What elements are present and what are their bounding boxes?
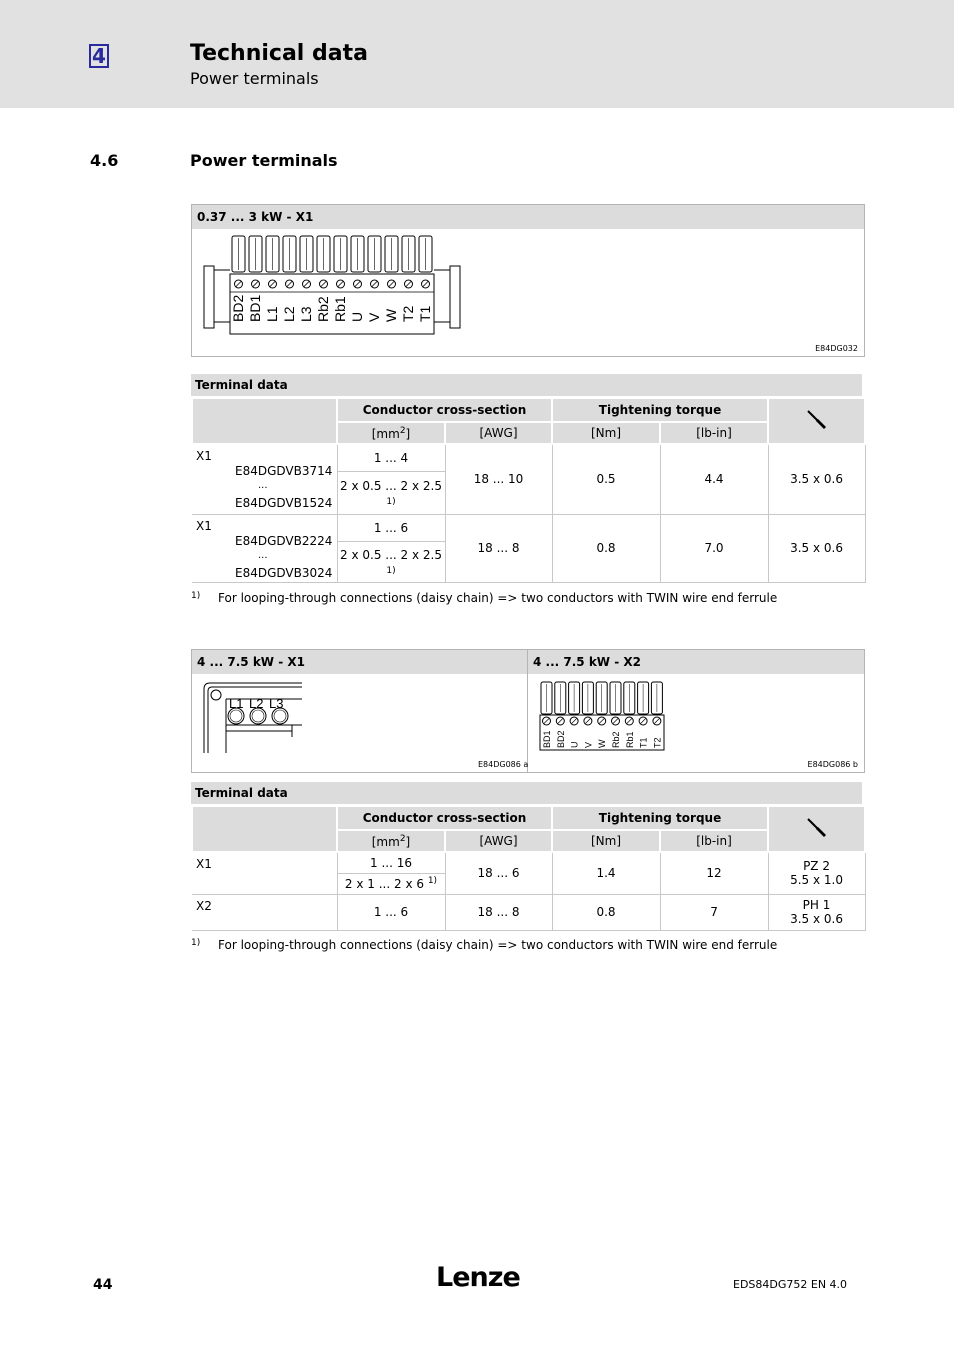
section-number: 4.6 — [90, 151, 119, 170]
tool-size: PZ 2 5.5 x 1.0 — [768, 852, 865, 894]
screw-slot — [338, 281, 344, 287]
unit-awg: [AWG] — [445, 830, 552, 852]
unit-nm: [Nm] — [552, 422, 660, 444]
terminal-label: T1 — [638, 737, 649, 748]
unit-mm2: $[mm^2]$ — [337, 830, 445, 852]
terminal-data-table-1 — [191, 397, 866, 583]
figure-id: E84DG032 — [815, 344, 858, 353]
figure-x1-small — [191, 204, 865, 357]
screwdriver-icon — [768, 398, 865, 444]
chapter-subtitle: Power terminals — [190, 69, 319, 88]
terminal-label: BD2 — [230, 294, 246, 322]
table-row — [192, 852, 865, 873]
footnote-text: For looping-through connections (daisy chain) => two conductors with TWIN wire end ferrule — [218, 938, 778, 952]
terminal-name: X1 — [196, 449, 212, 463]
footnote-mark: 1) — [191, 591, 201, 601]
cross-section-double: 2 x 1 ... 2 x 6 $^{1)}$ — [337, 873, 445, 894]
awg-value: 18 ... 8 — [445, 514, 552, 582]
footnote — [191, 938, 778, 952]
terminal-label: L1 — [264, 306, 280, 322]
unit-nm: [Nm] — [552, 830, 660, 852]
screw-slot — [236, 281, 242, 287]
screw-slot — [355, 281, 361, 287]
torque-nm: 0.5 — [552, 444, 660, 514]
cross-section-single: 1 ... 6 — [337, 514, 445, 541]
header-torque: Tightening torque — [552, 398, 768, 422]
footnote — [191, 591, 778, 605]
table1-caption: Terminal data — [191, 374, 862, 396]
device-from: E84DGDVB3714 — [235, 464, 333, 478]
unit-awg: [AWG] — [445, 422, 552, 444]
screw-slot — [572, 719, 577, 724]
range-dots: ... — [258, 480, 268, 491]
terminal-name: X1 — [196, 857, 212, 871]
screw-slot — [270, 281, 276, 287]
figure-id-x2: E84DG086 b — [807, 760, 858, 769]
terminal-label: Rb1 — [332, 296, 348, 322]
unit-lbin: [lb-in] — [660, 830, 768, 852]
terminal-label: Rb1 — [624, 731, 635, 748]
terminal-label: V — [583, 741, 594, 748]
lenze-logo: Lenze — [436, 1262, 520, 1293]
footnote-text: For looping-through connections (daisy chain) => two conductors with TWIN wire end ferrule — [218, 591, 778, 605]
screw-slot — [253, 281, 259, 287]
terminal-name: X1 — [196, 518, 212, 533]
terminal-label: L1 — [229, 696, 244, 711]
awg-value: 18 ... 10 — [445, 444, 552, 514]
torque-lbin: 7.0 — [660, 514, 768, 582]
screw-slot — [641, 719, 646, 724]
header-torque: Tightening torque — [552, 806, 768, 830]
screw-slot — [654, 719, 659, 724]
terminal-x1-drawing — [202, 681, 307, 753]
screw-slot — [372, 281, 378, 287]
table-row — [192, 444, 865, 471]
page-number: 44 — [93, 1277, 113, 1293]
terminal-label: BD1 — [542, 730, 552, 748]
terminal-name: X2 — [196, 898, 212, 913]
awg-value: 18 ... 6 — [445, 852, 552, 894]
range-dots: ... — [258, 549, 268, 561]
figure-x1-x2-large — [191, 649, 865, 773]
terminal-label: L2 — [249, 696, 264, 711]
terminal-label: U — [569, 741, 580, 748]
terminal-label: Rb2 — [611, 731, 621, 748]
screw-slot — [304, 281, 310, 287]
document-id: EDS84DG752 EN 4.0 — [733, 1278, 848, 1291]
terminal-label: U — [349, 311, 365, 322]
torque-lbin: 12 — [660, 852, 768, 894]
terminal-label: L3 — [269, 696, 284, 711]
terminal-screw-inner — [230, 710, 242, 722]
screw-slot — [423, 281, 429, 287]
torque-nm: 1.4 — [552, 852, 660, 894]
screw-slot — [389, 281, 395, 287]
screw-slot — [321, 281, 327, 287]
torque-nm: 0.8 — [552, 514, 660, 582]
cross-section-single: 1 ... 4 — [337, 444, 445, 471]
section-title: Power terminals — [190, 151, 338, 170]
screwdriver-icon — [768, 806, 865, 852]
terminal-strip-x1-drawing — [202, 234, 462, 338]
device-to: E84DGDVB1524 — [235, 496, 333, 510]
awg-value: 18 ... 8 — [445, 894, 552, 930]
screw-slot — [627, 719, 632, 724]
chapter-title: Technical data — [190, 41, 368, 66]
figure-title-x1: 4 ... 7.5 kW - X1 — [192, 650, 527, 674]
terminal-x2-drawing — [538, 680, 666, 752]
device-from: E84DGDVB2224 — [235, 533, 333, 548]
screw-slot — [558, 719, 563, 724]
table2-caption: Terminal data — [191, 782, 862, 804]
cross-section-double: 2 x 0.5 ... 2 x 2.5 1) — [337, 541, 445, 582]
table-row — [192, 514, 865, 541]
terminal-screw-inner — [252, 710, 264, 722]
page-header — [0, 0, 954, 108]
cross-section-single: 1 ... 16 — [337, 852, 445, 873]
terminal-screw-inner — [274, 710, 286, 722]
terminal-label: W — [383, 308, 399, 322]
screw-slot — [585, 719, 590, 724]
cross-section-single: 1 ... 6 — [337, 894, 445, 930]
screw-slot — [287, 281, 293, 287]
terminal-label: L3 — [298, 306, 314, 322]
torque-lbin: 7 — [660, 894, 768, 930]
header-conductor: Conductor cross-section — [337, 806, 552, 830]
chapter-number[interactable]: 4 — [89, 44, 109, 68]
screw-slot — [406, 281, 412, 287]
unit-mm2: $[mm^2]$ — [337, 422, 445, 444]
terminal-label: T1 — [417, 305, 433, 322]
footnote-mark: 1) — [191, 938, 201, 948]
terminal-label: L2 — [281, 306, 297, 322]
terminal-data-table-2 — [191, 805, 866, 931]
screw-slot — [613, 719, 618, 724]
figure-title-x2: 4 ... 7.5 kW - X2 — [528, 650, 864, 674]
table-row — [192, 894, 865, 930]
screw-slot — [544, 719, 549, 724]
terminal-label: Rb2 — [315, 296, 331, 322]
tool-size: PH 1 3.5 x 0.6 — [768, 894, 865, 930]
terminal-label: V — [366, 312, 382, 322]
torque-lbin: 4.4 — [660, 444, 768, 514]
header-blank — [192, 398, 337, 444]
header-blank — [192, 806, 337, 852]
torque-nm: 0.8 — [552, 894, 660, 930]
cross-section-double: 2 x 0.5 ... 2 x 2.5 1) — [337, 471, 445, 514]
header-conductor: Conductor cross-section — [337, 398, 552, 422]
screw-slot — [599, 719, 604, 724]
unit-lbin: [lb-in] — [660, 422, 768, 444]
terminal-label: T2 — [400, 305, 416, 322]
terminal-label: T2 — [652, 737, 663, 748]
terminal-label: BD1 — [247, 294, 263, 322]
device-to: E84DGDVB3024 — [235, 565, 333, 580]
terminal-label: BD2 — [555, 730, 566, 748]
figure-id-x1: E84DG086 a — [478, 760, 529, 769]
terminal-label: W — [597, 739, 608, 748]
tool-size: 3.5 x 0.6 — [768, 514, 865, 582]
figure-title: 0.37 ... 3 kW - X1 — [192, 205, 864, 229]
tool-size: 3.5 x 0.6 — [768, 444, 865, 514]
